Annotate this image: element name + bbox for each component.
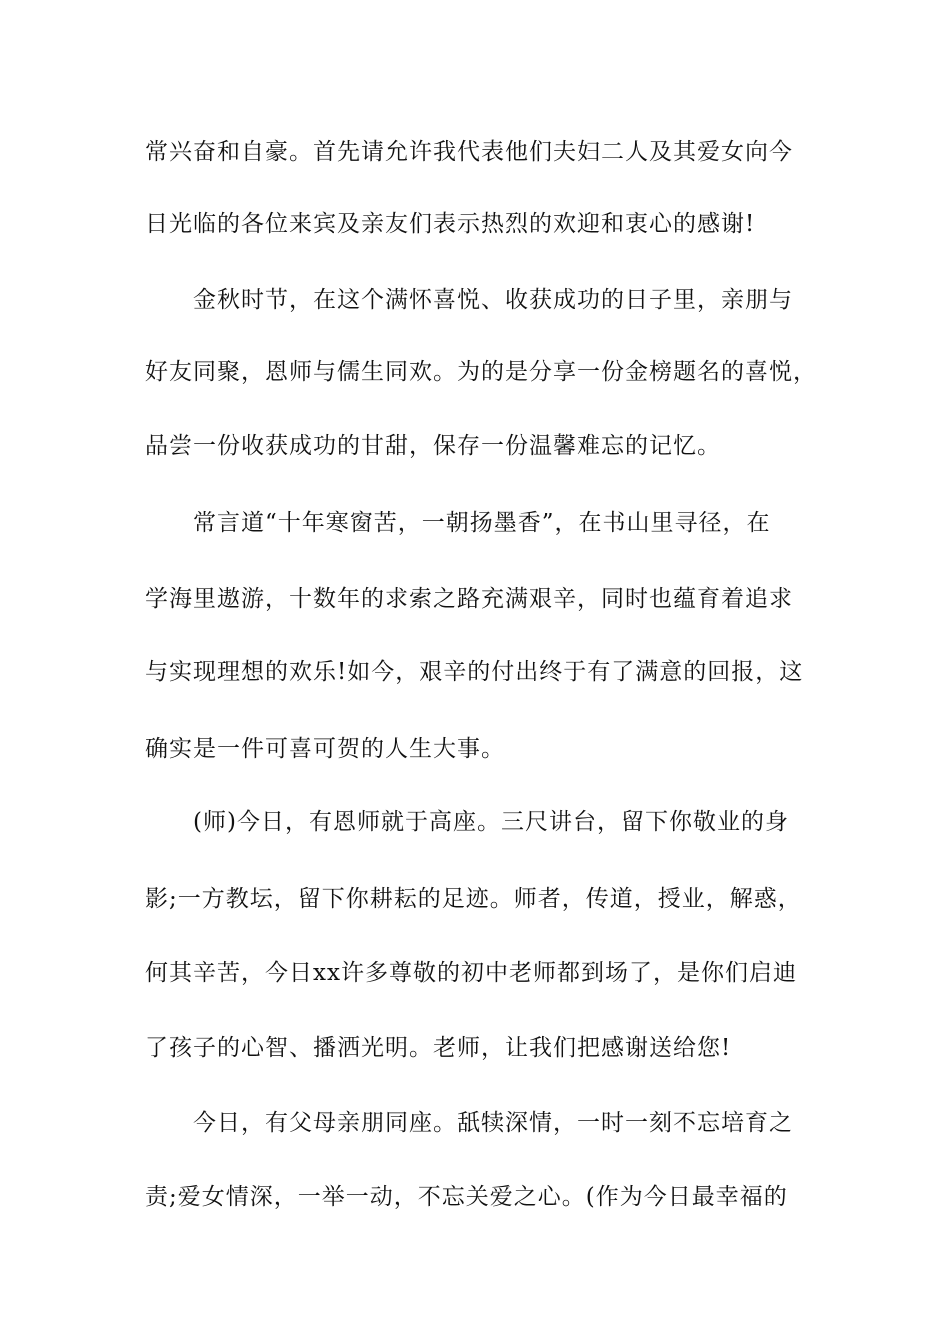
- text-line-5: 品尝一份收获成功的甘甜，保存一份温馨难忘的记忆。: [145, 433, 721, 459]
- text-line-11: 影;一方教坛，留下你耕耘的足迹。师者，传道，授业，解惑，: [145, 886, 802, 912]
- text-line-1: 常兴奋和自豪。首先请允许我代表他们夫妇二人及其爱女向今: [145, 139, 793, 165]
- text-line-15: 责;爱女情深，一举一动，不忘关爱之心。(作为今日最幸福的: [145, 1184, 788, 1210]
- text-line-12: 何其辛苦，今日xx许多尊敬的初中老师都到场了，是你们启迪: [145, 960, 797, 986]
- text-line-10: (师)今日，有恩师就于高座。三尺讲台，留下你敬业的身: [193, 809, 789, 835]
- text-line-8: 与实现理想的欢乐!如今，艰辛的付出终于有了满意的回报，这: [145, 659, 804, 685]
- text-line-6: 常言道“十年寒窗苦，一朝扬墨香”，在书山里寻径，在: [193, 510, 771, 536]
- text-line-13: 了孩子的心智、播洒光明。老师，让我们把感谢送给您!: [145, 1035, 732, 1061]
- text-line-4: 好友同聚，恩师与儒生同欢。为的是分享一份金榜题名的喜悦，: [145, 359, 817, 385]
- text-line-2: 日光临的各位来宾及亲友们表示热烈的欢迎和衷心的感谢!: [145, 211, 756, 237]
- text-line-7: 学海里遨游，十数年的求索之路充满艰辛，同时也蕴育着追求: [145, 586, 793, 612]
- text-line-3: 金秋时节，在这个满怀喜悦、收获成功的日子里，亲朋与: [193, 287, 793, 313]
- text-line-14: 今日，有父母亲朋同座。舐犊深情，一时一刻不忘培育之: [193, 1110, 793, 1136]
- text-line-9: 确实是一件可喜可贺的人生大事。: [145, 736, 505, 762]
